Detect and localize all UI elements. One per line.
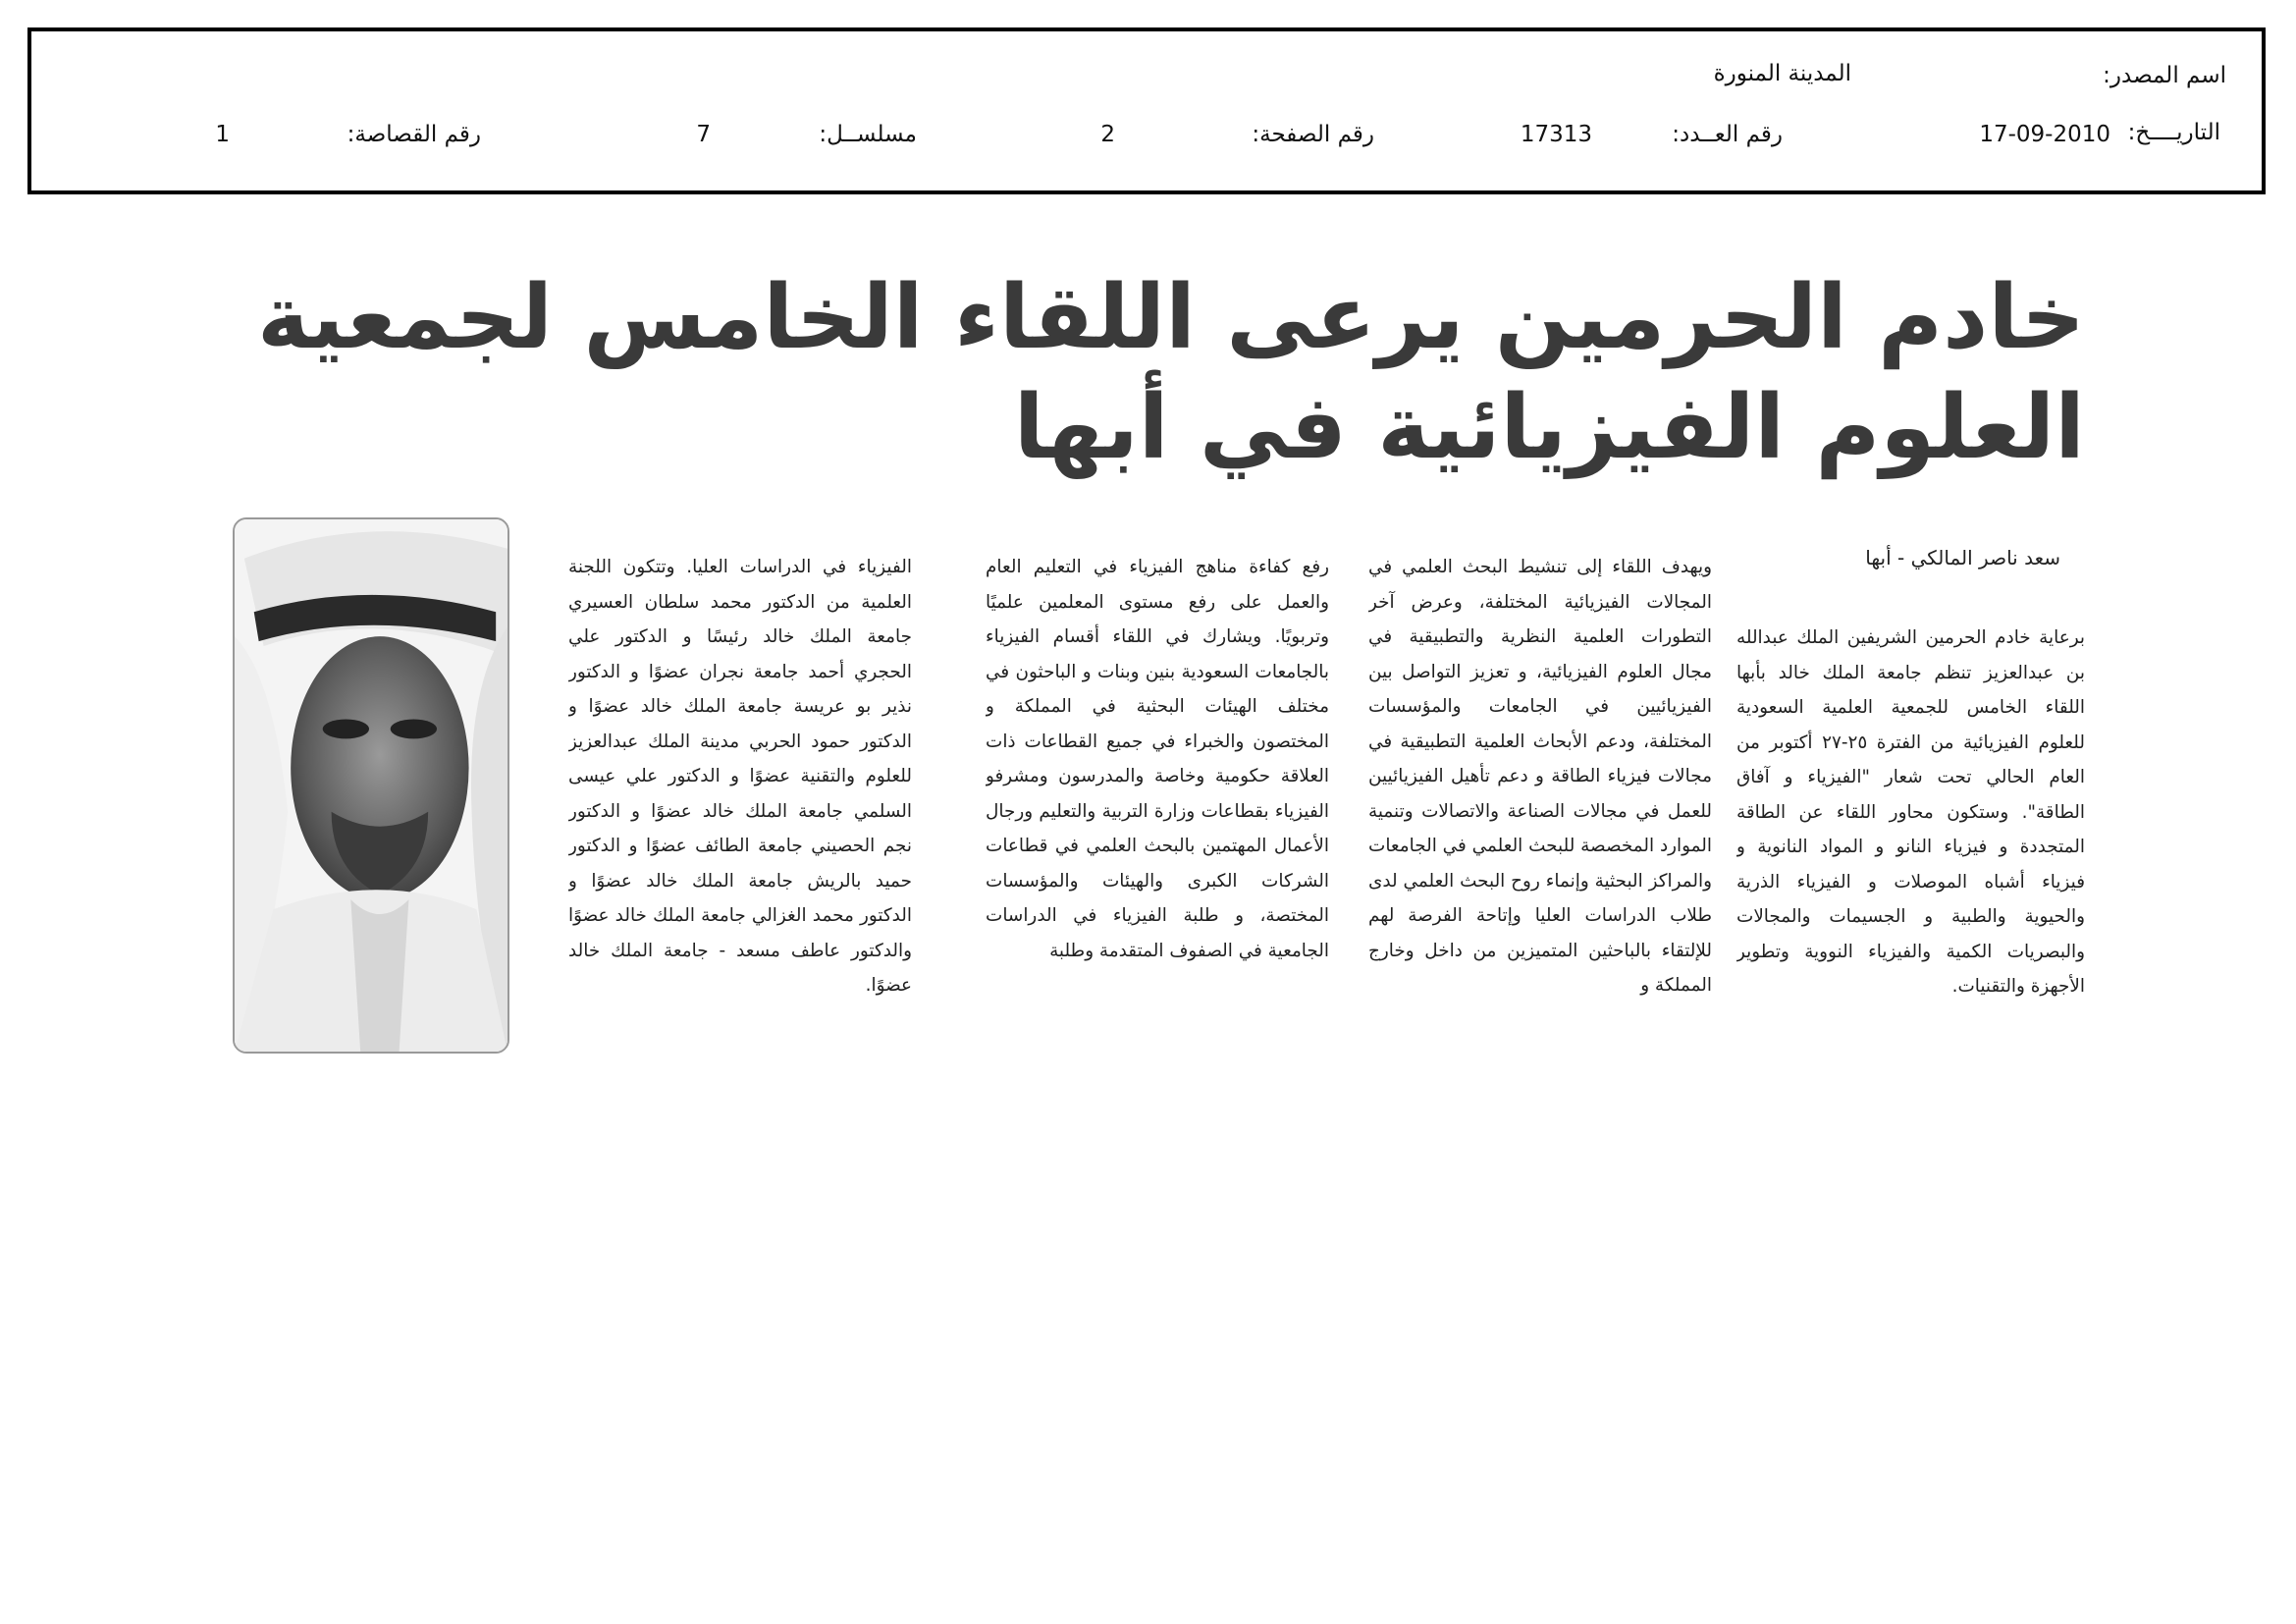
headline-line-1: خادم الحرمين يرعى اللقاء الخامس لجمعية: [256, 266, 2085, 369]
column-4-text: الفيزياء في الدراسات العليا. وتتكون اللجنة العلمية من الدكتور محمد سلطان العسيري جامعة الملك خالد رئيسًا و الدكتور علي الحجري أحمد جامعة نجران عضوًا و الدكتور نذير بو عريسة جامعة الملك خالد عضوًا و الدكتور حمود الحربي مدينة الملك عبدالعزيز للعلوم والتقنية عضوًا و الدكتور علي عيسى السلمي جامعة الملك خالد عضوًا و الدكتور نجم الحصيني جامعة الطائف عضوًا و الدكتور حميد بالريش جامعة الملك خالد عضوًا و الدكتور محمد الغزالي جامعة الملك خالد عضوًا والدكتور عاطف مسعد - جامعة الملك خالد عضوًا.: [568, 557, 912, 996]
article-column-3: [986, 550, 1329, 1080]
article-column-1: [1736, 621, 2085, 1082]
date-value: 17-09-2010: [1979, 122, 2110, 147]
column-1-text: برعاية خادم الحرمين الشريفين الملك عبدالله بن عبدالعزيز تنظم جامعة الملك خالد بأبها اللقاء الخامس للجمعية العلمية السعودية للعلوم الفيزيائية من الفترة ٢٥-٢٧ أكتوبر من العام الحالي تحت شعار "الفيزياء و آفاق الطاقة". وستكون محاور اللقاء عن الطاقة المتجددة و فيزياء النانو و المواد النانوية و فيزياء أشباه الموصلات و الفيزياء الذرية والحيوية والطبية و الجسيمات والمجالات والبصريات الكمية والفيزياء النووية وتطوير الأجهزة والتقنيات.: [1736, 627, 2085, 997]
issue-value: 17313: [1520, 122, 1592, 147]
source-label: اسم المصدر:: [2103, 63, 2226, 88]
article-headline: [256, 263, 2085, 483]
portrait-photo-icon: [235, 519, 507, 1052]
column-2-text: ويهدف اللقاء إلى تنشيط البحث العلمي في المجالات الفيزيائية المختلفة، وعرض آخر التطورات العلمية النظرية والتطبيقية في مجال العلوم الفيزيائية، و تعزيز التواصل بين الفيزيائيين في الجامعات والمؤسسات المختلفة، ودعم الأبحاث العلمية التطبيقية في مجالات فيزياء الطاقة و دعم تأهيل الفيزيائيين للعمل في مجالات الصناعة والاتصالات وتنمية الموارد المخصصة للبحث العلمي في الجامعات والمراكز البحثية وإنماء روح البحث العلمي لدى طلاب الدراسات العليا وإتاحة الفرصة لهم للإلتقاء بالباحثين المتميزين من داخل وخارج المملكة و: [1368, 557, 1712, 996]
column-3-text: رفع كفاءة مناهج الفيزياء في التعليم العام والعمل على رفع مستوى المعلمين علميًا وتربويًا. ويشارك في اللقاء أقسام الفيزياء بالجامعات السعودية بنين وبنات و الباحثون في مختلف الهيئات البحثية في المملكة و المختصون والخبراء في جميع القطاعات ذات العلاقة حكومية وخاصة والمدرسون ومشرفو الفيزياء بقطاعات وزارة التربية والتعليم ورجال الأعمال المهتمين بالبحث العلمي في قطاعات الشركات الكبرى والهيئات والمؤسسات المختصة، و طلبة الفيزياء في الدراسات الجامعية في الصفوف المتقدمة وطلبة: [986, 557, 1329, 961]
headline-line-2: العلوم الفيزيائية في أبها: [1013, 376, 2085, 479]
clip-number-label: رقم القصاصة:: [347, 122, 481, 147]
clipping-metadata-box: [27, 27, 2266, 194]
portrait-photo: [233, 517, 509, 1054]
serial-label: مسلســل:: [819, 122, 917, 147]
date-label: التاريــــخ:: [2127, 120, 2220, 145]
source-value: المدينة المنورة: [1713, 61, 1851, 86]
article-column-4: [568, 550, 912, 1080]
issue-label: رقم العــدد:: [1672, 122, 1783, 147]
serial-value: 7: [696, 122, 711, 147]
clip-number-value: 1: [215, 122, 230, 147]
article-byline: سعد ناصر المالكي - أبها: [1865, 546, 2060, 569]
page-value: 2: [1100, 122, 1115, 147]
page-label: رقم الصفحة:: [1252, 122, 1374, 147]
article-column-2: [1368, 550, 1712, 1080]
